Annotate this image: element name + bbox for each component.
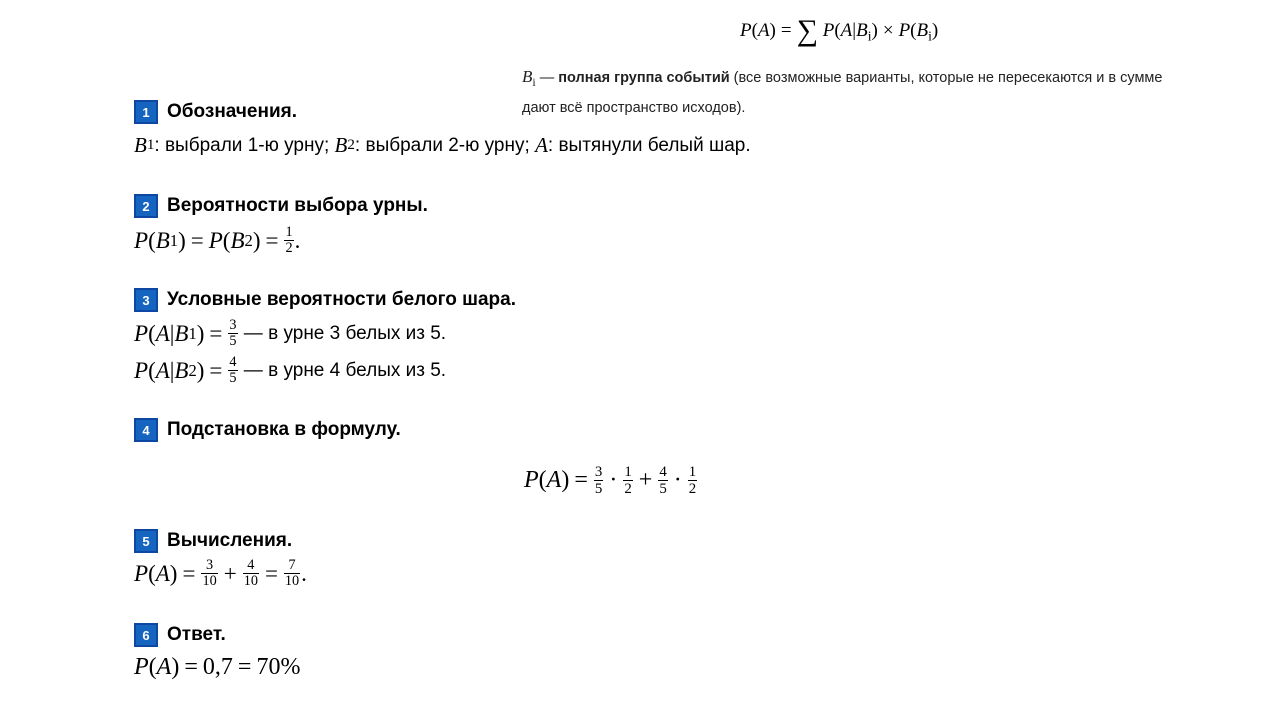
step-1-heading	[134, 100, 297, 124]
note-dash: —	[535, 70, 559, 86]
note-bold: полная группа событий	[558, 70, 730, 86]
step-1-definitions: B 1 : выбрали 1-ю урну; B 2 : выбрали 2-ю урну; A : вытянули белый шар.	[134, 133, 751, 157]
step-badge: 5	[134, 529, 158, 553]
step-5-calculation: P ( A ) = $\frac{3}{10}$ + $\frac{4}{10}$ = $\frac{7}{10}$ .	[134, 557, 307, 590]
step-4-heading	[134, 418, 401, 442]
step-title: Условные вероятности белого шара.	[167, 289, 516, 310]
step-title: Обозначения.	[167, 101, 298, 122]
step-4-substitution: P ( A ) = $\frac{3}{5}$ · $\frac{1}{2}$ + $\frac{4}{5}$ · $\frac{1}{2}$	[524, 464, 697, 498]
step-2-heading	[134, 194, 428, 218]
step-6-answer: P ( A ) = 0,7 = 70%	[134, 654, 301, 680]
step-title: Вероятности выбора урны.	[167, 195, 428, 216]
step-badge: 2	[134, 194, 158, 218]
step-badge: 6	[134, 623, 158, 647]
note-line2: дают всё пространство исходов).	[522, 99, 746, 116]
step-badge: 3	[134, 288, 158, 312]
step-3-heading	[134, 288, 516, 312]
step-3-line-1: P ( A | B 1 ) = $\frac{3}{5}$ — в урне 3 белых из 5.	[134, 317, 447, 350]
step-6-heading	[134, 623, 226, 647]
formula-note: $B_i$ — полная группа событий (все возможные варианты, которые не пересекаются и в сумме дают всё пространство исходов).	[522, 64, 1162, 121]
note-rest: (все возможные варианты, которые не пересекаются и в сумме	[729, 70, 1163, 86]
sum-symbol: ∑	[796, 14, 818, 47]
step-title: Вычисления.	[167, 530, 293, 551]
step-title: Ответ.	[167, 624, 226, 645]
step-2-equation: P ( B 1 ) = P ( B 2 ) = $\frac{1}{2}$ .	[134, 224, 301, 257]
step-5-heading	[134, 529, 292, 553]
step-3-line-2: P ( A | B 2 ) = $\frac{4}{5}$ — в урне 4 белых из 5.	[134, 354, 447, 387]
step-title: Подстановка в формулу.	[167, 419, 401, 440]
step-badge: 4	[134, 418, 158, 442]
total-probability-formula: P(A) = ∑ $P(A|B_i) \times P(B_i)$	[740, 14, 939, 47]
step-badge: 1	[134, 100, 158, 124]
